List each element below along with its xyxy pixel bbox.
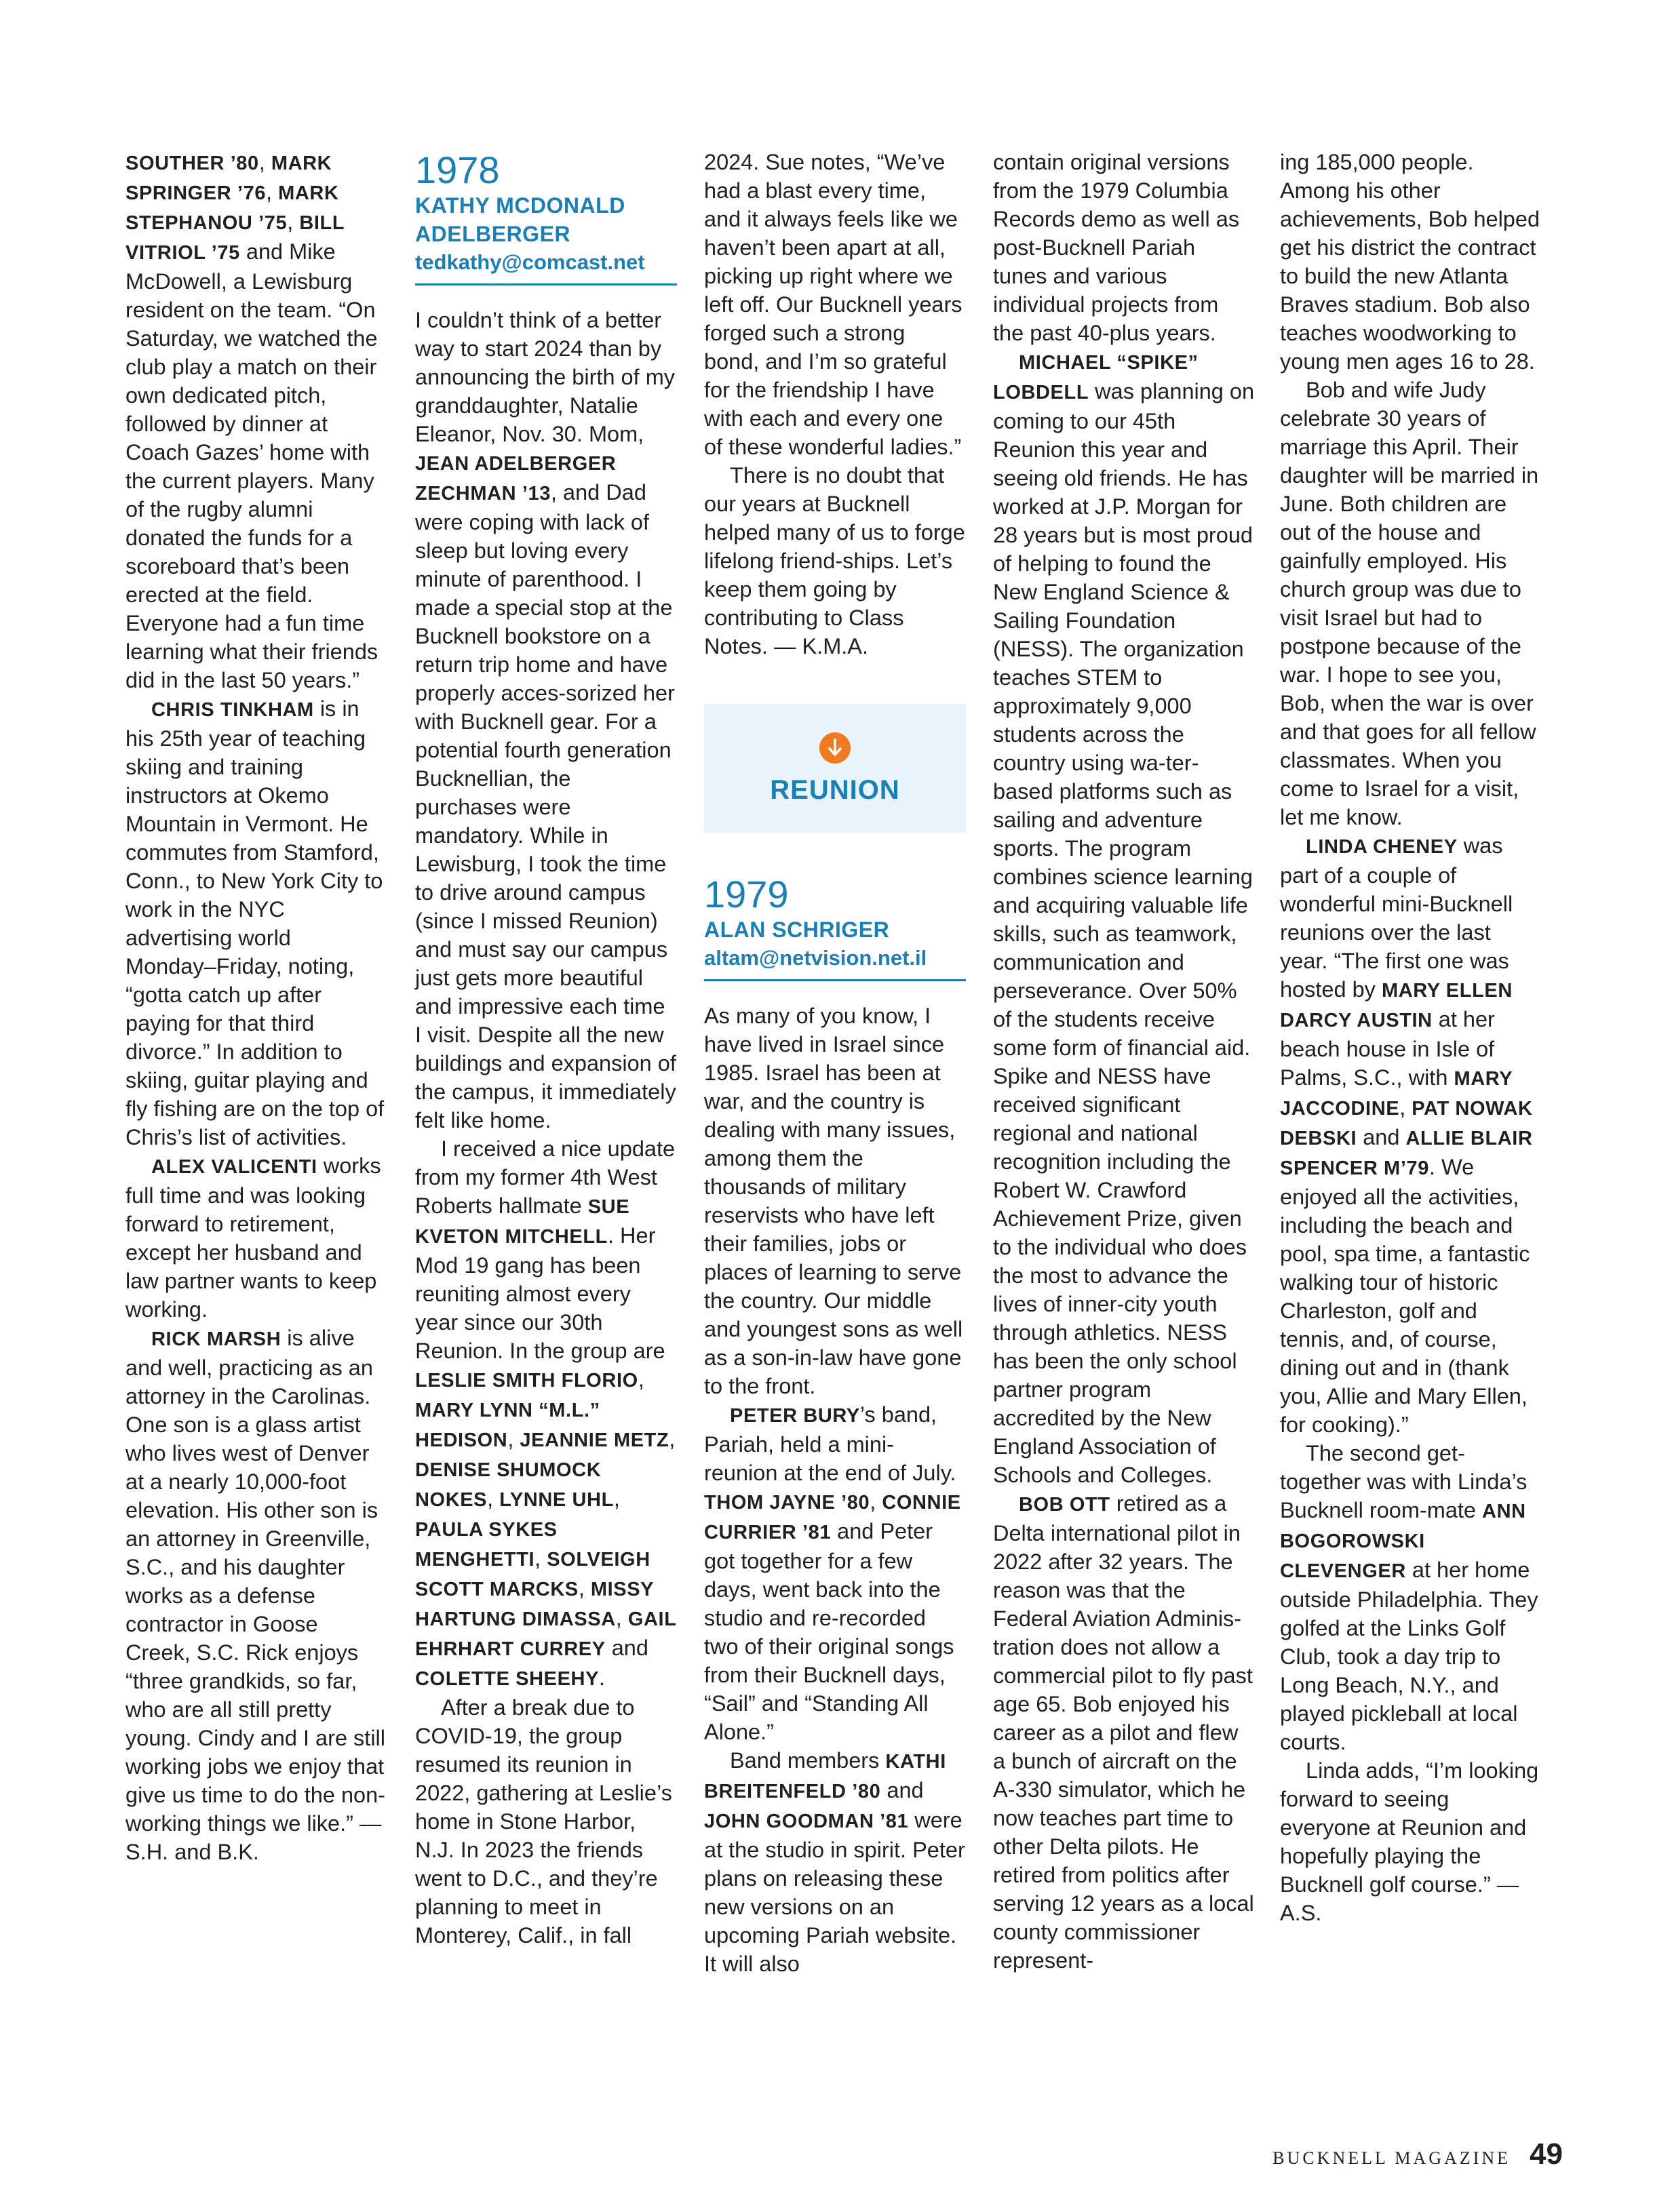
text-run: , [870,1489,882,1514]
person-name: CHRIS TINKHAM [151,699,314,721]
text-run: As many of you know, I have lived in Israel since 1985. Israel has been at war, and the country is dealing with many issues, among them the thousands of military reservists who have left their families, jobs or places of learning to serve the country. Our middle and youngest sons as well as a son-in-law have gone to the front. [704,1004,963,1398]
text-run: 2024. Sue notes, “We’ve had a blast every time, and it always feels like we haven’t been apart at all, picking up right where we left off. Our Bucknell years forged such a strong bond, and I’m so grateful for the friendship I have with each and every one of these wonderful ladies.” [704,150,962,459]
text-run: . Her Mod 19 gang has been reuniting almost every year since our 30th Reunion. In the group are [415,1223,665,1363]
text-run: , [615,1606,628,1630]
class-year-1978: 1978 [415,149,500,191]
text-run: . [599,1665,606,1690]
person-name: MARY LYNN “M.L.” HEDISON [415,1400,600,1451]
text-run: is alive and well, practicing as an attorney in the Carolinas. One son is a glass artist who lives west of Denver at a nearly 10,000-foot elevation. His other son is an attorney in Greenville, S.C., and his daughter works as a defense contractor in Goose Creek, S.C. Rick enjoys “three grandkids, so far, who are all still pretty young. Cindy and I are still working jobs we enjoy that give us time to do the non-working things we like.” — S.H. and B.K. [125,1326,386,1864]
paragraph [704,1002,966,1400]
paragraph [1280,831,1542,1439]
person-name: BILL VITRIOL ’75 [125,212,345,264]
person-name: PAULA SYKES MENGHETTI [415,1519,558,1571]
text-run: , [1399,1095,1412,1120]
person-name: SUE KVETON MITCHELL [415,1196,630,1248]
person-name: JEAN ADELBERGER ZECHMAN ’13 [415,453,617,505]
paragraph [125,1324,387,1866]
person-name: LYNNE UHL [499,1489,614,1511]
paragraph [1280,1756,1542,1927]
paragraph [415,1693,677,1950]
paragraph [704,1746,966,1978]
paragraph [993,148,1255,347]
person-name: MISSY HARTUNG DIMASSA [415,1579,654,1630]
text-run: is in his 25th year of teaching skiing and training instructors at Okemo Mountain in Vermont. He commutes from Stamford, Conn., to New York City to work in the NYC advertising world Monday–Friday, noting, “gotta catch up after paying for that third divorce.” In addition to skiing, guitar playing and fly fishing are on the top of Chris’s list of activities. [125,696,385,1149]
person-name: RICK MARSH [151,1328,281,1350]
person-name: SOLVEIGH SCOTT MARCKS [415,1549,650,1600]
person-name: KATHI BREITENFELD ’80 [704,1751,946,1802]
paragraph [1280,148,1542,376]
person-name: MARY JACCODINE [1280,1068,1513,1120]
text-run: and Peter got together for a few days, went back into the studio and re-recorded two of their original songs from their Bucknell days, “Sail” and “Standing All Alone.” [704,1519,954,1744]
text-run: , [638,1367,644,1391]
person-name: MARY ELLEN DARCY AUSTIN [1280,980,1513,1031]
person-name: PAT NOWAK DEBSKI [1280,1098,1533,1149]
text-run: retired as a Delta international pilot in 2022 after 32 years. The reason was that the Federal Aviation Adminis-tration does not allow a commercial pilot to fly past age 65. Bob enjoyed his career as a pilot and flew a bunch of aircraft on the A-330 simulator, which he now teaches part time to other Delta pilots. He retired from politics after serving 12 years as a local county commissioner represent- [993,1491,1254,1973]
text-run: , and Dad were coping with lack of sleep but loving every minute of parenthood. I made a special stop at the Bucknell bookstore on a return trip home and have properly acces-sorized her with Bucknell gear. For a potential fourth generation Bucknellian, the purchases were mandatory. While in Lewisburg, I took the time to drive around campus (since I missed Reunion) and must say our campus just gets more beautiful and impressive each time I visit. Despite all the new buildings and expansion of the campus, it immediately felt like home. [415,480,676,1132]
person-name: JOHN GOODMAN ’81 [704,1811,909,1832]
text-run: . We enjoyed all the activities, including the beach and pool, spa time, a fantastic walking tour of historic Charleston, golf and tennis, and, of course, dining out and in (thank you, Allie and Mary Ellen, for cooking).” [1280,1155,1530,1437]
person-name: THOM JAYNE ’80 [704,1492,870,1514]
class-correspondent-email[interactable]: tedkathy@comcast.net [415,248,677,285]
paragraph [415,306,677,1134]
class-correspondent-name: ALAN SCHRIGER [704,917,890,942]
text-run: I received a nice update from my former 4th West Roberts hallmate [415,1137,676,1218]
page-number: 49 [1530,2137,1563,2171]
text-run: , [534,1546,547,1571]
person-name: CONNIE CURRIER ’81 [704,1492,961,1543]
reunion-marker [704,704,966,833]
person-name: JEANNIE METZ [520,1429,669,1451]
person-name: SOUTHER ’80 [125,153,259,174]
text-run: were at the studio in spirit. Peter plans on releasing these new versions on an upcoming Pariah website. It will also [704,1808,965,1976]
person-name: ANN BOGOROWSKI CLEVENGER [1280,1501,1526,1582]
text-run: and [1357,1125,1406,1149]
paragraph [704,461,966,660]
text-run: , [507,1427,520,1451]
arrow-down-icon [819,732,851,764]
text-run: was part of a couple of wonderful mini-Bucknell reunions over the last year. “The first one was hosted by [1280,833,1513,1002]
text-run: Bob and wife Judy celebrate 30 years of marriage this April. Their daughter will be married in June. Both children are out of the house and gainfully employed. His church group was due to visit Israel but had to postpone because of the war. I hope to see you, Bob, when the war is over and that goes for all fellow classmates. When you come to Israel for a visit, let me know. [1280,378,1539,829]
column-3 [704,148,966,1978]
column-1 [125,148,387,1866]
text-run: contain original versions from the 1979 Columbia Records demo as well as post-Bucknell Pariah tunes and various individual projects from the past 40-plus years. [993,150,1240,345]
text-run: The second get-together was with Linda’s Bucknell room-mate [1280,1441,1528,1522]
person-name: MICHAEL “SPIKE” LOBDELL [993,352,1199,403]
text-run: , [578,1576,591,1600]
paragraph [125,694,387,1151]
paragraph [125,1151,387,1324]
text-run: Band members [730,1748,886,1773]
class-correspondent-email[interactable]: altam@netvision.net.il [704,944,966,981]
text-run: ’s band, Pariah, held a mini-reunion at the end of July. [704,1402,956,1485]
text-run: was planning on coming to our 45th Reunion this year and seeing old friends. He has worked at J.P. Morgan for 28 years but is most proud of helping to found the New England Science & Sailing Foundation (NESS). The organization teaches STEM to approximately 9,000 students across the country using wa-ter-based platforms such as sailing and adventure sports. The program combines science learning and acquiring valuable life skills, such as teamwork, communication and perseverance. Over 50% of the students receive some form of financial aid. Spike and NESS have received significant regional and national recognition including the Robert W. Crawford Achievement Prize, given to the individual who does the most to advance the lives of inner-city youth through athletics. NESS has been the only school partner program accredited by the New England Association of Schools and Colleges. [993,379,1255,1487]
paragraph [993,347,1255,1489]
text-run: and [605,1636,648,1660]
text-run: After a break due to COVID-19, the group resumed its reunion in 2022, gathering at Leslie’s home in Stone Harbor, N.J. In 2023 the friends went to D.C., and they’re planning to meet in Monterey, Calif., in fall [415,1695,672,1948]
paragraph [704,1400,966,1746]
paragraph [1280,1439,1542,1756]
text-run: at her home outside Philadelphia. They golfed at the Links Golf Club, took a day trip to Long Beach, N.Y., and played pickleball at local courts. [1280,1558,1538,1754]
person-name: DENISE SHUMOCK NOKES [415,1459,602,1511]
class-year-1979: 1979 [704,873,789,915]
paragraph [993,1489,1255,1975]
column-5 [1280,148,1542,1927]
text-run: , [613,1486,620,1511]
text-run: at her beach house in Isle of Palms, S.C., with [1280,1007,1495,1090]
text-run: and Mike McDowell, a Lewisburg resident on the team. “On Saturday, we watched the club play a match on their own dedicated pitch, followed by dinner at Coach Gazes’ home with the current players. Many of the rugby alumni donated the funds for a scoreboard that’s been erected at the field. Everyone had a fun time learning what their friends did in the last 50 years.” [125,239,378,692]
paragraph [125,148,387,694]
text-run: There is no doubt that our years at Bucknell helped many of us to forge lifelong friend-ships. Let’s keep them going by contributing to Class Notes. — K.M.A. [704,463,965,658]
text-run: , [669,1427,676,1451]
text-run: , [287,210,300,234]
person-name: ALEX VALICENTI [151,1156,317,1178]
column-2 [415,148,677,1950]
text-run: Linda adds, “I’m looking forward to seeing everyone at Reunion and hopefully playing the Bucknell golf course.” — A.S. [1280,1758,1539,1925]
person-name: MARK STEPHANOU ’75 [125,182,339,234]
paragraph [1280,376,1542,831]
column-4 [993,148,1255,1975]
paragraph [704,148,966,461]
page-footer [1272,2137,1563,2171]
text-run: works full time and was looking forward to retirement, except her husband and law partner wants to keep working. [125,1153,381,1322]
text-run: ing 185,000 people. Among his other achievements, Bob helped get his district the contract to build the new Atlanta Braves stadium. Bob also teaches woodworking to young men ages 16 to 28. [1280,150,1540,374]
person-name: COLETTE SHEEHY [415,1668,600,1690]
person-name: GAIL EHRHART CURREY [415,1608,676,1660]
text-run: I couldn’t think of a better way to start 2024 than by announcing the birth of my granddaughter, Natalie Eleanor, Nov. 30. Mom, [415,308,676,446]
person-name: LINDA CHENEY [1306,836,1458,858]
text-run: and [880,1778,924,1802]
reunion-label: REUNION [770,775,900,805]
text-run: , [266,180,279,204]
text-run: , [258,150,271,174]
person-name: ALLIE BLAIR SPENCER M’79 [1280,1128,1533,1179]
text-run: , [487,1486,500,1511]
person-name: LESLIE SMITH FLORIO [415,1370,638,1391]
person-name: BOB OTT [1019,1494,1110,1516]
magazine-name: BUCKNELL MAGAZINE [1272,2148,1511,2168]
person-name: PETER BURY [730,1405,860,1427]
person-name: MARK SPRINGER ’76 [125,153,332,204]
class-correspondent-name: KATHY MCDONALD ADELBERGER [415,193,625,246]
paragraph [415,1134,677,1693]
